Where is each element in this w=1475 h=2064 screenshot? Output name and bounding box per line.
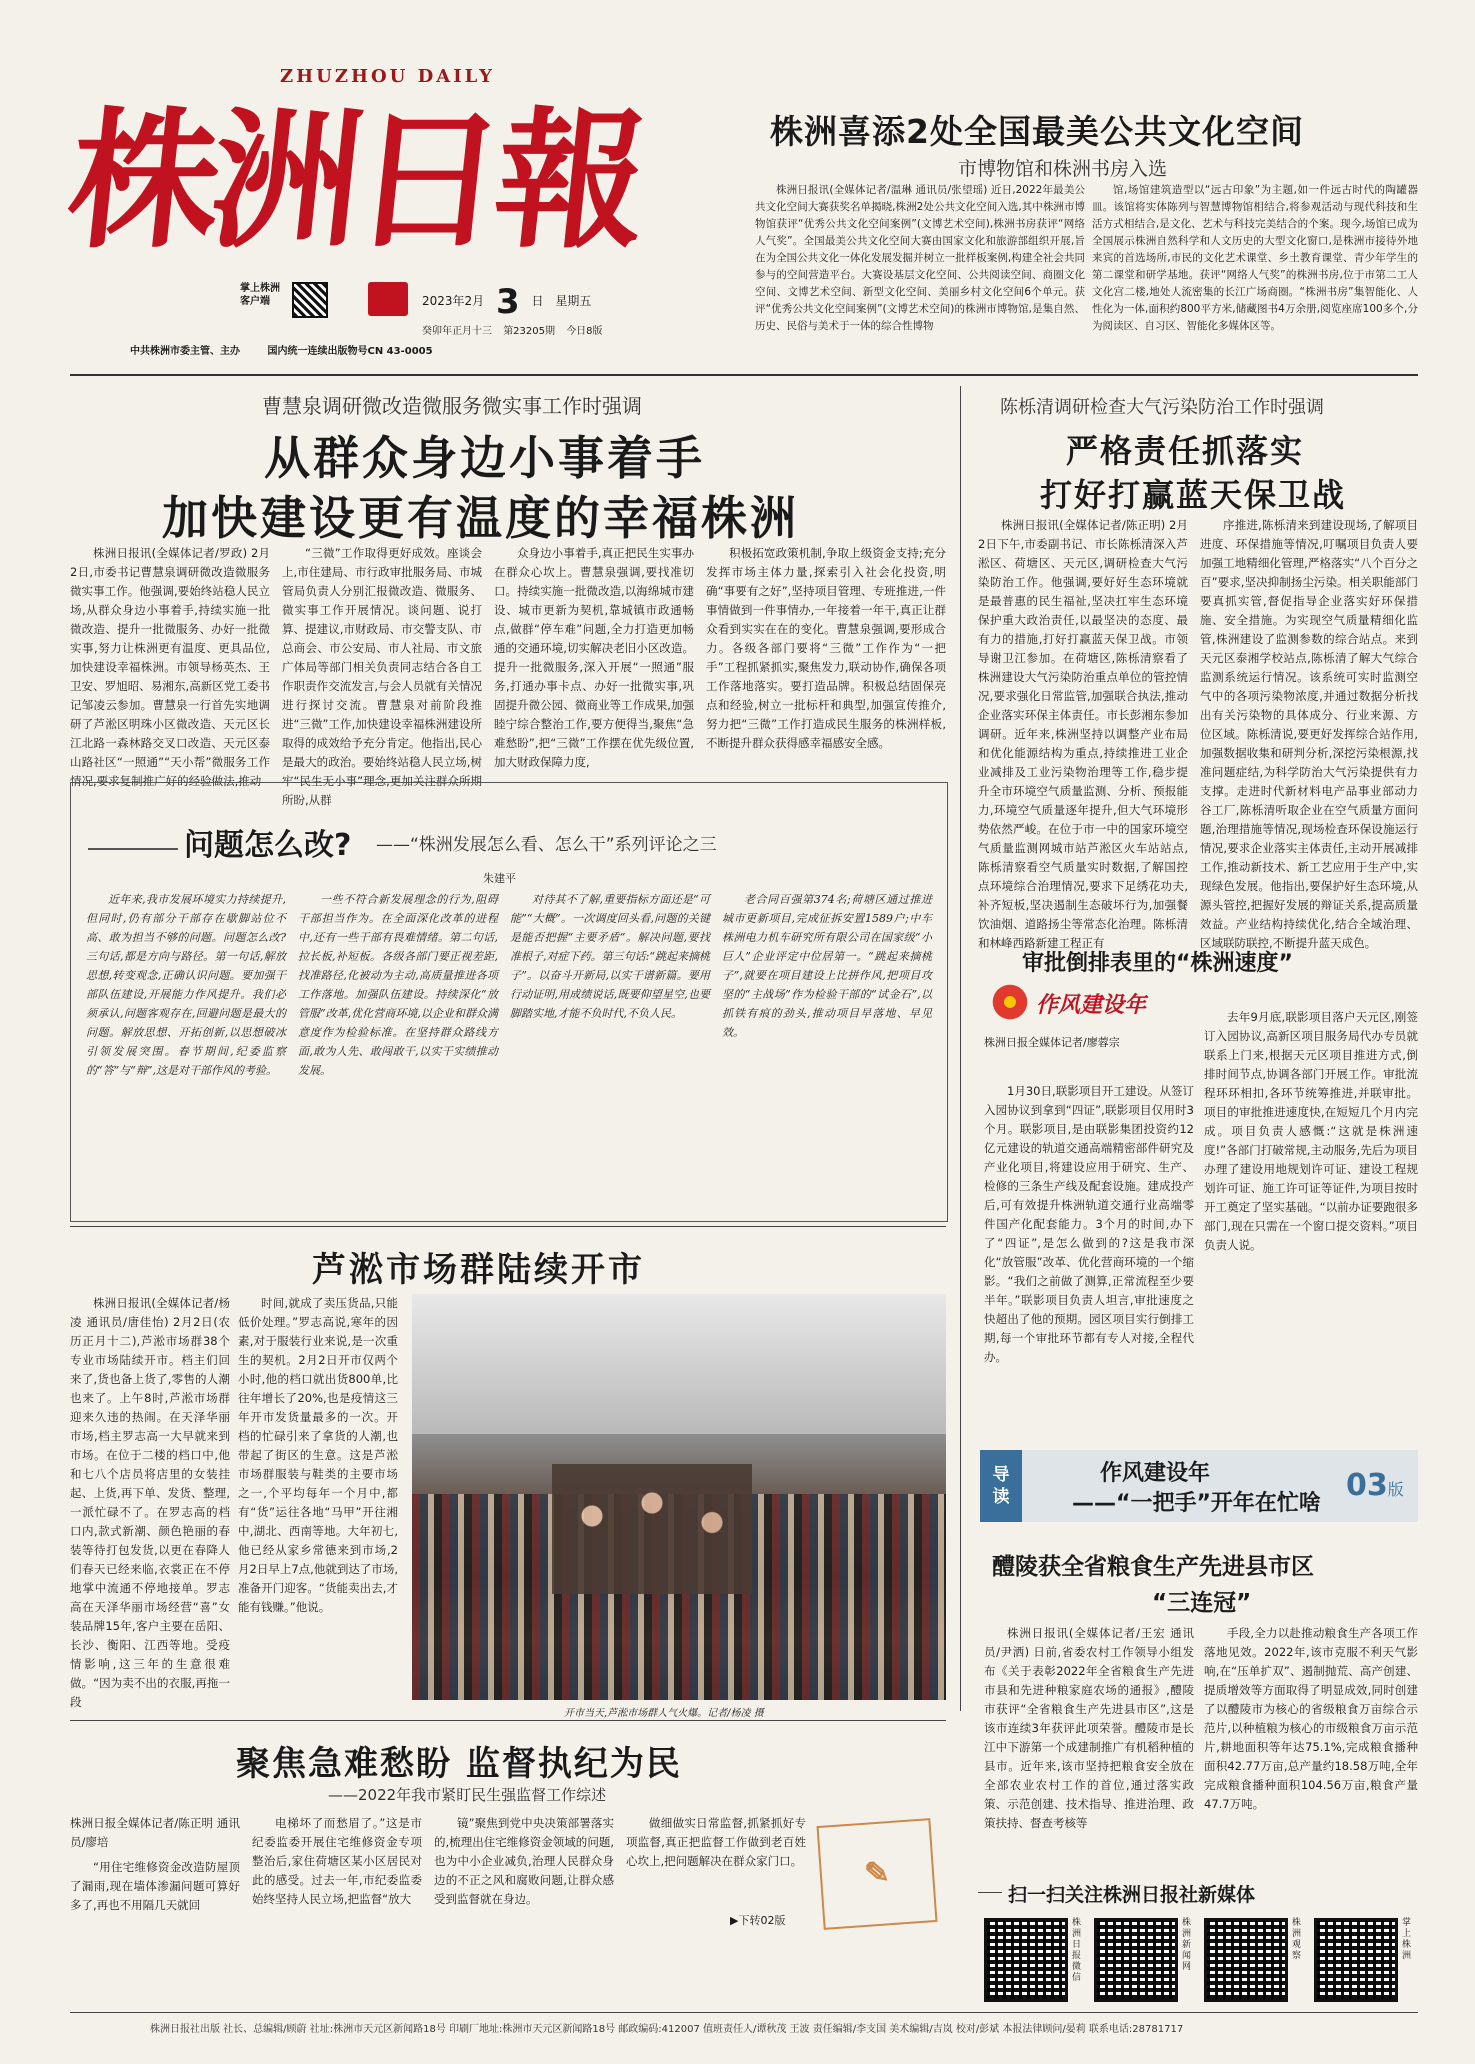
side-headline-2: 打好打赢蓝天保卫战 — [1040, 476, 1347, 514]
top-story-headline: 株洲喜添2处全国最美公共文化空间 — [770, 112, 1304, 151]
divider-top — [70, 374, 1418, 376]
masthead — [60, 60, 750, 360]
commentary-col1: 近年来,我市发展环境实力持续提升,但同时,仍有部分干部存在歇脚站位不高、敢为担当不够的问题。问题怎么改?三句话,都是方向与路径。第一句话,解放思想,转变观念,正确认识问题。要加强干部队伍建设,开展能力作风提升。我们必须承认,问题客观存在,回避问题是最大的问题。解放思想、开拓创新,以思想破冰引领发展突围。春节期间,纪委监察的“答”与“辩”,这是对干部作风的考验。 — [86, 893, 286, 1077]
supervision-col4: 做细做实日常监督,抓紧抓好专项监督,真正把监督工作做到老百姓心坎上,把问题解决在群众家门口。 — [626, 1816, 806, 1868]
logo-text: 作风建设年 — [1036, 993, 1147, 1018]
qr-code-2[interactable] — [1094, 1918, 1178, 2002]
lead-headline-2: 加快建设更有温度的幸福株洲 — [162, 491, 799, 545]
lead-kicker: 曹慧泉调研微改造微服务微实事工作时强调 — [262, 394, 642, 418]
qr-title-rule — [978, 1892, 1002, 1893]
top-story-col2: 馆,场馆建筑造型以“远古印象”为主题,如一件远古时代的陶罐器皿。该馆将实体陈列与智慧博物馆相结合,将参观活动与现代科技和生活方式相结合,是文化、艺术与科技完美结合的个案。现今,场馆已成为全国展示株洲自然科学和人文历史的大型文化窗口,是株洲市接待外地来宾的首选场所,市民的文化艺术课堂、乡土教育课堂、青少年学生的第二课堂和研学基地。获评“网络人气奖”的株洲书房,位于市第二工人文化宫二楼,地处人流密集的长江广场商圈。“株洲书房”集智能化、人性化为一体,面积约800平方米,储藏图书4万余册,阅览座席100多个,分为阅读区、自习区、智能化多媒体区等。 — [1092, 184, 1418, 332]
continue-link[interactable]: ▶下转02版 — [730, 1914, 786, 1927]
top-story-col1: 株洲日报讯(全媒体记者/温琳 通讯员/张望瑶) 近日,2022年最美公共文化空间大赛获奖名单揭晓,株洲2处公共文化空间入选,其中株洲市博物馆获评“优秀公共文化空间案例”(文博艺术空间),株洲书房获评“网络人气奖”。全国最美公共文化空间大赛由国家文化和旅游部组织开展,旨在为全国公共文化一体化发展发掘并树立一批样板案例,构建全社会共同参与的空间营造平台。大赛设基层文化空间、公共阅读空间、商圈文化空间、文博艺术空间、新型文化空间、美丽乡村文化空间6个单元。获评“优秀公共文化空间案例”(文博艺术空间)的株洲市博物馆,是集自然、历史、民俗与美术于一体的综合性博物 — [755, 184, 1085, 332]
side-headline-1: 严格责任抓落实 — [1066, 432, 1305, 470]
commentary-title: 问题怎么改? — [184, 828, 352, 863]
qr-code-4[interactable] — [1314, 1918, 1398, 2002]
promo-page: 03版 — [1346, 1468, 1404, 1503]
supervision-col2: 电梯坏了而愁眉了。”这是市纪委监委开展住宅维修资金专项整治后,家住荷塘区某小区居民对此的感受。过去一年,市纪委监委始终坚持人民立场,把监督“放大 — [252, 1816, 422, 1906]
top-story-subhead: 市博物馆和株洲书房入选 — [958, 158, 1168, 180]
issue-line: 癸卯年正月十三 第23205期 今日8版 — [422, 326, 603, 337]
divider-supervision — [70, 1720, 946, 1721]
side-col2: 序推进,陈栎清来到建设现场,了解项目进度、环保措施等情况,叮嘱项目负责人要加强工地精细化管理,严格落实“八个百分之百”要求,坚决抑制扬尘污染。相关职能部门要真抓实管,督促指导企业落实好环保措施、安全措施。为实现空气质量精细化监管,株洲建设了监测参数的综合站点。来到天元区泰湘学校站点,陈栎清了解大气综合监测系统运行情况。该系统可实时监测空气中的各项污染物浓度,并通过数据分析找出有关污染物的具体成分、行业来源、方位区域。陈栎清说,要更好发挥综合站作用,加强数据收集和研判分析,深挖污染根源,找准问题症结,为科学防治大气污染提供有力支撑。走进时代新材料电产品事业部动力谷工厂,陈栎清听取企业在空气质量方面问题,治理措施等情况,现场检查环保设施运行情况,要求企业落实主体责任,主动开展减排工作,推动新技术、新工艺应用于生产中,实现绿色发展。他指出,要保护好生态环境,从源头管控,把握好发展的辩证关系,提高质量效益。产业结构持续优化,结合全域治理、区域联防联控,不断提升蓝天成色。 — [1200, 518, 1418, 950]
commentary-author: 朱建平 — [483, 872, 516, 885]
promo-tag: 导 读 — [980, 1450, 1022, 1522]
supervision-stamp — [817, 1818, 938, 1930]
commentary-col2: 一些不符合新发展理念的行为,阻碍干部担当作为。在全面深化改革的进程中,还有一些干部有畏难情绪。第二句话,拉长板,补短板。各级各部门要正视差距,找准路径,化被动为主动,高质量推进各项工作落地。加强队伍建设。持续深化“放管服”改革,优化营商环境,以企业和群众满意度作为检验标准。在坚持群众路线方面,敢为人先、敢闯敢干,以实干实绩推动发展。 — [298, 893, 498, 1077]
efficiency-col2: 去年9月底,联影项目落户天元区,刚签订入园协议,高新区项目服务局代办专员就联系上门来,根据天元区项目推进方式,倒排时间节点,协调各部门开展工作。审批流程环环相扣,各环节统筹推进,并联审批。项目的审批推进速度快,在短短几个月内完成。项目负责人感慨:“这就是株洲速度!”各部门打破常规,主动服务,先后为项目办理了建设用地规划许可证、建设工程规划许可证、施工许可证等证件,为项目按时开工奠定了坚实基础。“以前办证要跑很多部门,现在只需在一个窗口提交资料。”项目负责人说。 — [1204, 1010, 1418, 1252]
photo-crowd — [552, 1464, 752, 1594]
side-kicker: 陈栎清调研检查大气污染防治工作时强调 — [1000, 397, 1324, 418]
qr-label-4: 掌上株洲 — [1402, 1918, 1412, 1961]
qr-label-3: 株洲观察 — [1292, 1918, 1302, 1961]
efficiency-logo — [984, 978, 1174, 1026]
qr-code-3[interactable] — [1204, 1918, 1288, 2002]
lead-col2: “三微”工作取得更好成效。座谈会上,市住建局、市行政审批服务局、市城管局负责人分别汇报微改造、微服务、微实事工作开展情况。谈问题、说打算、提建议,市财政局、市交警支队、市总商会、市公安局、市人社局、市文旅广体局等部门相关负责同志结合各自工作职责作交流发言,与会人员就有关情况进行探讨交流。曹慧泉对前阶段推进“三微”工作,加快建设幸福株洲建设所取得的成效给予充分肯定。他指出,民心是最大的政治。要始终站稳人民立场,树牢“民生无小事”理念,更加关注群众所期所盼,从群 — [282, 546, 482, 807]
commentary-col4: 老合同百强第374名;荷塘区通过推进城市更新项目,完成征拆安置1589户;中车株洲电力机车研究所有限公司在国家级“小巨人”企业评定中位居第一。“跳起来摘桃子”,就要在项目建设上比拼作风,把项目攻坚的“主战场”作为检验干部的“试金石”,以抓铁有痕的劲头,推动项目早落地、早见效。 — [722, 893, 932, 1039]
flower-icon — [990, 982, 1030, 1022]
app-qr — [292, 282, 328, 318]
qr-label-1: 株洲日报微信 — [1072, 1918, 1082, 1983]
market-col1: 株洲日报讯(全媒体记者/杨凌 通讯员/唐佳怡) 2月2日(农历正月十二),芦淞市场群38个专业市场陆续开市。档主们回来了,货也备上货了,零售的人潮也来了。上午8时,芦淞市场群迎来久违的热闹。在天泽华丽市场,档主罗志高一大早就来到市场。在位于二楼的档口中,他和七八个店员将店里的女装挂起、上货,再下单、发货、整理,一派忙碌不了。在罗志高的档口内,款式新潮、颜色艳丽的春装等待打包发货,以更在春降人们春天已经来临,衣裳正在不停地掌中流通不停地接单。罗志高在天泽华丽市场经营“喜”女装品牌15年,客户主要在岳阳、长沙、衡阳、江西等地。受疫情影响,这三年的生意很难做。“因为卖不出的衣服,再拖一段 — [70, 1296, 230, 1709]
qr-code-1[interactable] — [984, 1918, 1068, 2002]
footer-text: 株洲日报社出版 社长、总编辑/顾蔚 社址:株洲市天元区新闻路18号 印刷厂地址:株洲市天元区新闻路18号 邮政编码:412007 值班责任人/谭秋茂 王波 责任编辑/李支国 美术编辑/吉岚 校对/彭斌 本报法律顾问/晏莉 联系电话:28781717 — [150, 2024, 1184, 2035]
promo-line1: 作风建设年 — [1100, 1461, 1211, 1486]
lead-col1: 株洲日报讯(全媒体记者/罗政) 2月2日,市委书记曹慧泉调研微改造微服务微实事工作。他强调,要始终站稳人民立场,从群众身边小事着手,持续实施一批微改造、提升一批微服务、办好一批微实事,努力让株洲更有温度、更具品位,加快建设幸福株洲。市领导杨英杰、王卫安、罗旭昭、易湘东,高新区党工委书记邹凌云参加。曹慧泉一行首先实地调研了芦淞区明珠小区微改造、天元区长江北路一森林路交叉口改造、天元区泰山路社区“一照通”“天小帮”微服务工作情况,要求复制推广好的经验做法,推动 — [70, 546, 270, 788]
efficiency-col1: 1月30日,联影项目开工建设。从签订入园协议到拿到“四证”,联影项目仅用时3个月。联影项目,是由联影集团投资约12亿元建设的轨道交通高端精密部件研究及产业化项目,将建设应用于研究、生产、检修的三条生产线及配套设施。建成投产后,可有效提升株洲轨道交通行业高端零件国产化配套能力。3个月的时间,办下了“四证”,是怎么做到的?这是我市深化“放管服”改革、优化营商环境的一个缩影。“我们之前做了测算,正常流程至少要半年。”联影项目负责人坦言,审批速度之快超出了他的预期。园区项目实行倒排工期,每一个审批环节都有专人对接,全程代办。 — [984, 1084, 1194, 1364]
market-headline: 芦淞市场群陆续开市 — [312, 1250, 645, 1290]
supervision-byline: 株洲日报全媒体记者/陈正明 通讯员/廖培 — [70, 1816, 240, 1849]
supervision-col3: 镜”聚焦到党中央决策部署落实的,梳理出住宅维修资金领域的问题,也为中小企业减负,治理人民群众身边的不正之风和腐败问题,让群众感受到监督就在身边。 — [434, 1816, 614, 1906]
lead-headline-1: 从群众身边小事着手 — [264, 431, 705, 485]
masthead-title: 株洲日報 — [60, 93, 648, 269]
efficiency-headline: 审批倒排表里的“株洲速度” — [1022, 951, 1293, 976]
app-label: 掌上株洲 客户端 — [240, 283, 280, 307]
divider-market — [70, 1226, 946, 1227]
commentary-accent-bar — [88, 848, 178, 850]
seal-icon — [368, 282, 408, 316]
grain-col2: 手段,全力以赴推动粮食生产各项工作落地见效。2022年,该市克服不利天气影响,在“压单扩双”、遏制抛荒、高产创建、提质增效等方面取得了明显成效,同时创建了以醴陵市为核心的省级粮食万亩综合示范片,以种植粮为核心的市级粮食万亩示范片,耕地面积等年达75.1%,完成粮食播种面积42.77万亩,总产量约18.58万吨,全年完成粮食播种面积104.56万亩,粮食产量47.7万吨。 — [1204, 1626, 1418, 1811]
grain-headline-2: “三连冠” — [1152, 1590, 1252, 1616]
stamp-mark-icon: ✎ — [863, 1855, 891, 1892]
market-photo — [412, 1294, 946, 1700]
photo-ceiling — [412, 1294, 946, 1434]
promo-line2: ——“一把手”开年在忙啥 — [1072, 1491, 1321, 1516]
divider-vertical-right — [960, 386, 961, 1711]
english-title: ZHUZHOU DAILY — [280, 66, 495, 87]
efficiency-byline: 株洲日报全媒体记者/廖蓉宗 — [984, 1036, 1120, 1049]
date-line: 2023年2月 3 日 星期五 — [422, 282, 592, 322]
supervision-headline: 聚焦急难愁盼 监督执纪为民 — [236, 1744, 682, 1784]
supervision-col1: “用住宅维修资金改造防屋顶了漏雨,现在墙体渗漏问题可算好多了,再也不用隔几天就回 — [70, 1860, 240, 1912]
side-col1: 株洲日报讯(全媒体记者/陈正明) 2月2日下午,市委副书记、市长陈栎清深入芦淞区、荷塘区、天元区,调研检查大气污染防治工作。他强调,要好好生态环境就是最普惠的民生福祉,坚决扛牢生态环境保护重大政治责任,以最坚决的态度、最有力的措施,打好打赢蓝天保卫战。市领导谢卫江参加。在荷塘区,陈栎清察看了株洲建设大气污染防治重点单位的管控情况,要求强化日常监管,加强联合执法,推动企业落实环保主体责任。市长彭湘东参加调研。近年来,株洲坚持以调整产业布局和优化能源结构为重点,持续推进工业企业减排及工业污染物治理等工作,稳步提升全市环境空气质量监测、分析、预报能力,环境空气质量逐年提升,但大气环境形势依然严峻。在位于市一中的国家环境空气质量监测网城市站芦淞区火车站站点,陈栎清察看空气质量实时数据,了解国控点环境综合治理情况,要求下足绣花功夫,补齐短板,坚决遏制生态破坏行为,加强餐饮油烟、道路扬尘等常态化治理。陈栎清和林峰西路新建工程正有 — [978, 518, 1188, 950]
publisher-line: 中共株洲市委主管、主办 国内统一连续出版物号CN 43-0005 — [130, 346, 433, 357]
lead-col3: 众身边小事着手,真正把民生实事办在群众心坎上。曹慧泉强调,要找准切口。持续实施一批微改造,以海绵城市建设、城市更新为契机,靠城镇市政通畅点,做群“停车难”问题,全力打造更加畅通的交通环境,切实解决老旧小区改造。提升一批微服务,深入开展“一照通”服务,打通办事卡点、办好一批微实事,巩固提升微公园、微商业等工作成果,加强睦宁综合整治工作,要方便得当,聚焦“急难愁盼”,把“三微”工作摆在优先级位置,加大财政保障力度, — [494, 546, 694, 769]
commentary-series: ——“株洲发展怎么看、怎么干”系列评论之三 — [376, 835, 717, 855]
market-caption: 开市当天,芦淞市场群人气火爆。记者/杨凌 摄 — [564, 1708, 764, 1719]
market-col2: 时间,就成了卖压货品,只能低价处理。”罗志高说,寒年的因素,对于服装行业来说,是一次重生的契机。2月2日开市仅两个小时,他的档口就出货800单,比往年增长了20%,也是疫情这三年开市发货量最多的一次。开档的忙碌引来了拿货的人潮,也带起了街区的生意。这是芦淞市场群服装与鞋类的主要市场之一,个平均每年一个月中,都有“货”运往各地“马甲”开往湘中,湖北、西南等地。大年初七,他已经从家乡常德来到市场,2月2日早上7点,他就到达了市场,准备开门迎客。“货能卖出去,才能有钱赚。”他说。 — [238, 1296, 398, 1614]
grain-col1: 株洲日报讯(全媒体记者/王宏 通讯员/尹洒) 日前,省委农村工作领导小组发布《关于表彰2022年全省粮食生产先进市县和先进种粮家庭农场的通报》,醴陵市获评“全省粮食生产先进县市区”,这是该市连续3年获评此项荣誉。醴陵市是长江中下游第一个成建制推广有机稻种植的县市。近年来,该市坚持把粮食安全放在全部农业农村工作的首位,通过落实政策、示范创建、技术指导、推进治理、政策扶持、督查考核等 — [984, 1626, 1194, 1830]
qr-label-2: 株洲新闻网 — [1182, 1918, 1192, 1972]
promo-box[interactable] — [980, 1450, 1418, 1522]
lead-col4: 积极拓宽政策机制,争取上级资金支持;充分发挥市场主体力量,探索引入社会化投资,明确“事要有之好”,坚持项目管理、专班推进,一件事情做到一件事情办,一年接着一年干,真正让群众看到实实在在的变化。曹慧泉强调,要形成合力。各级各部门要将“三微”工作作为“一把手”工程抓紧抓实,聚焦发力,联动协作,确保各项工作落地落实。要打造品牌。积极总结固保亮点和经验,树立一批标杆和典型,加强宣传推介,努力把“三微”工作打造成民生服务的株洲样板,不断提升群众获得感幸福感安全感。 — [706, 546, 946, 750]
divider-footer — [70, 2012, 1418, 2013]
qr-title: 扫一扫关注株洲日报社新媒体 — [1008, 1884, 1256, 1906]
supervision-subhead: ——2022年我市紧盯民生强监督工作综述 — [328, 1786, 607, 1804]
grain-headline-1: 醴陵获全省粮食生产先进县市区 — [992, 1554, 1314, 1580]
commentary-col3: 对待其不了解,重要指标方面还是“可能”“大概”。一次调度回头看,问题的关键是能否把握“主要矛盾”。解决问题,要找准根子,对症下药。第三句话:“跳起来摘桃子”。以奋斗开新局,以实干谱新篇。要用行动证明,用成绩说话,既要仰望星空,也要脚踏实地,才能不负时代,不负人民。 — [510, 893, 710, 1020]
